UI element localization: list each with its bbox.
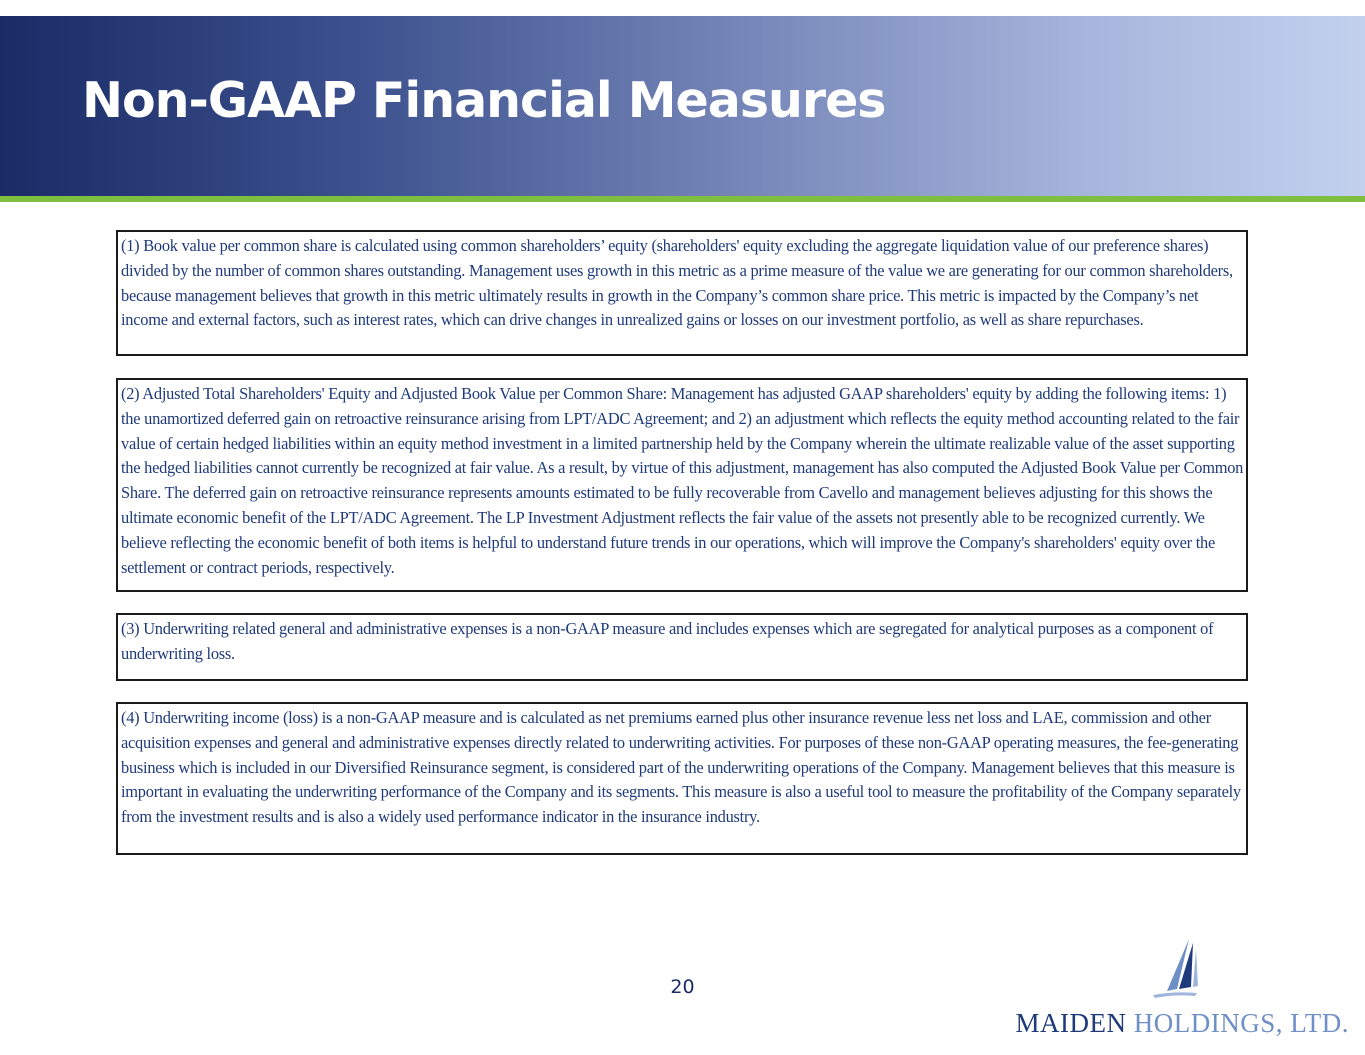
footnote-text-2: (2) Adjusted Total Shareholders' Equity and Adjusted Book Value per Common Share: Management has adjusted GAAP shareholders' equity by adding the following items: 1) the unamortized deferred gain on retroactive reinsurance arising from LPT/ADC Agreement; and 2) an adjustment which reflects the equity method accounting related to the fair value of certain hedged liabilities within an equity method investment in a limited partnership held by the Company wherein the ultimate realizable value of the asset supporting the hedged liabilities cannot currently be recognized at fair value. As a result, by virtue of this adjustment, management has also computed the Adjusted Book Value per Common Share. The deferred gain on retroactive reinsurance represents amounts estimated to be fully recoverable from Cavello and management believes adjusting for this shows the ultimate economic benefit of the LPT/ADC Agreement. The LP Investment Adjustment reflects the fair value of the assets not presently able to be recognized currently. We believe reflecting the economic benefit of both items is helpful to understand future trends in our operations, which will improve the Company's shareholders' equity over the settlement or contract periods, respectively.: [121, 384, 1244, 577]
footnote-box-3: [116, 613, 1248, 681]
footnote-box-4: [116, 702, 1248, 855]
footnote-box-2: [116, 378, 1248, 592]
header-accent-rule: [0, 196, 1365, 202]
page-number: 20: [670, 976, 695, 998]
logo-name-primary: MAIDEN: [1015, 1008, 1127, 1038]
footnote-text-3: (3) Underwriting related general and administrative expenses is a non-GAAP measure and includes expenses which are segregated for analytical purposes as a component of underwriting loss.: [121, 619, 1214, 663]
footnote-text-1: (1) Book value per common share is calculated using common shareholders’ equity (shareholders' equity excluding the aggregate liquidation value of our preference shares) divided by the number of common shares outstanding. Management uses growth in this metric as a prime measure of the value we are generating for our common shareholders, because management believes that growth in this metric ultimately results in growth in the Company’s common share price. This metric is impacted by the Company’s net income and external factors, such as interest rates, which can drive changes in unrealized gains or losses on our investment portfolio, as well as share repurchases.: [121, 236, 1233, 330]
logo-wordmark: [1016, 1008, 1350, 1039]
sailboat-icon: [1149, 939, 1199, 1001]
footnote-text-4: (4) Underwriting income (loss) is a non-GAAP measure and is calculated as net premiums earned plus other insurance revenue less net loss and LAE, commission and other acquisition expenses and general and administrative expenses directly related to underwriting activities. For purposes of these non-GAAP operating measures, the fee-generating business which is included in our Diversified Reinsurance segment, is considered part of the underwriting operations of the Company. Management believes that this measure is important in evaluating the underwriting performance of the Company and its segments. This measure is also a useful tool to measure the profitability of the Company separately from the investment results and is also a widely used performance indicator in the insurance industry.: [121, 708, 1241, 827]
company-logo: [1009, 939, 1349, 1039]
footnote-box-1: [116, 230, 1248, 356]
slide-title: Non-GAAP Financial Measures: [82, 72, 886, 129]
logo-name-secondary: HOLDINGS, LTD.: [1133, 1008, 1349, 1038]
